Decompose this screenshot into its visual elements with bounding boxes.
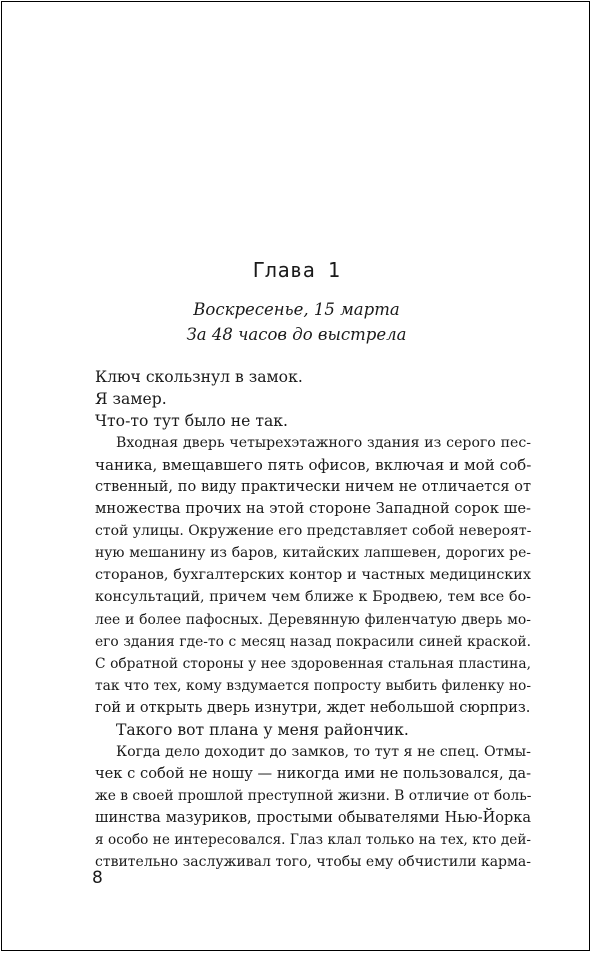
text-line: Что-то тут было не так. — [95, 412, 288, 431]
text-line: лее и более пафосных. Деревянную филенчатую дверь мо- — [95, 611, 531, 628]
text-line: я особо не интересовался. Глаз клал только на тех, кто дей- — [95, 831, 531, 848]
text-line: ную мешанину из баров, китайских лапшевен, дорогих ре- — [95, 545, 531, 562]
text-line: сторанов, бухгалтерских контор и частных медицинских — [95, 567, 531, 584]
chapter-subtitle-countdown: За 48 часов до выстрела — [186, 325, 407, 344]
chapter-title: Глава 1 — [252, 258, 341, 282]
body-text — [95, 366, 531, 873]
text-line: Я замер. — [95, 390, 167, 409]
text-line: Входная дверь четырехэтажного здания из серого пес- — [116, 435, 531, 452]
text-line: стой улицы. Окружение его представляет собой невероят- — [95, 523, 531, 540]
text-line: его здания где-то с месяц назад покрасили синей краской. — [95, 633, 531, 650]
text-line: ственный, по виду практически ничем не отличается от — [95, 479, 531, 496]
text-line: множества прочих на этой стороне Западной сорок ше- — [95, 500, 531, 518]
chapter-subtitle-date: Воскресенье, 15 марта — [193, 300, 400, 319]
text-line: чаника, вмещавшего пять офисов, включая и мой соб- — [95, 456, 531, 475]
text-line: так что тех, кому вздумается попросту выбить филенку но- — [95, 677, 531, 694]
text-line: Когда дело доходит до замков, то тут я не спец. Отмы- — [116, 743, 531, 760]
text-line: ствительно заслуживал того, чтобы ему обчистили карма- — [95, 854, 531, 871]
text-line: С обратной стороны у нее здоровенная стальная пластина, — [95, 655, 531, 672]
text-line: чек с собой не ношу — никогда ими не пользовался, да- — [95, 764, 531, 782]
text-line: Ключ скользнул в замок. — [95, 368, 303, 386]
text-line: консультаций, причем чем ближе к Бродвею, тем все бо- — [95, 589, 531, 606]
text-line: шинства мазуриков, простыми обывателями Нью-Йорка — [95, 809, 531, 826]
page-number: 8 — [92, 868, 103, 888]
text-line: гой и открыть дверь изнутри, ждет небольшой сюрприз. — [95, 699, 531, 716]
text-line: Такого вот плана у меня райончик. — [116, 720, 409, 739]
text-line: же в своей прошлой преступной жизни. В отличие от боль- — [95, 787, 531, 804]
